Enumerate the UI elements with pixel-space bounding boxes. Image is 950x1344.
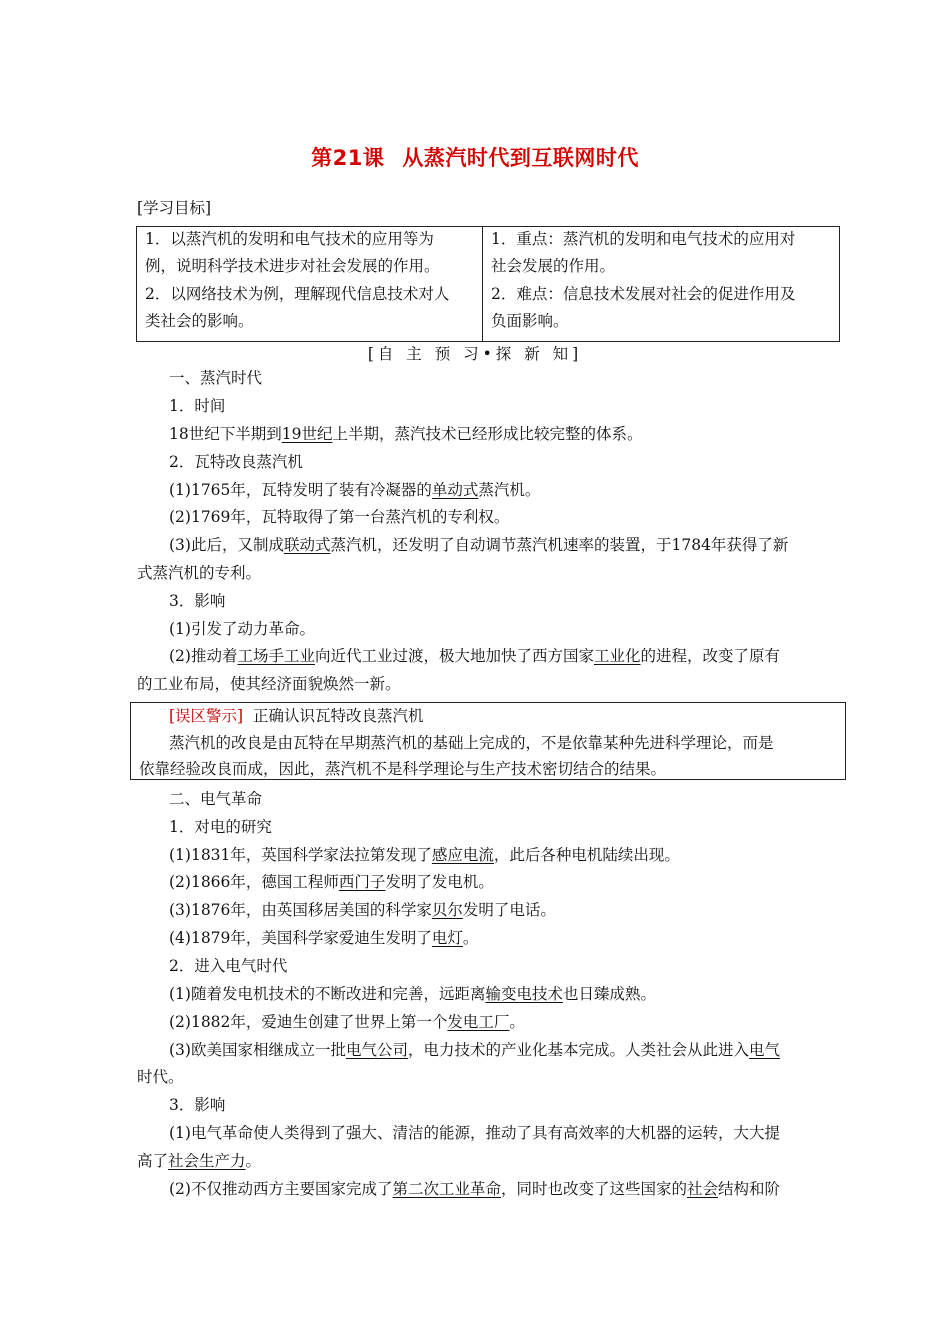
text-line: (1)1831年，英国科学家法拉第发现了感应电流，此后各种电机陆续出现。 xyxy=(169,846,680,864)
answer-blank: 电气 xyxy=(749,1041,781,1059)
text-line: (2)1769年，瓦特取得了第一台蒸汽机的专利权。 xyxy=(169,508,510,526)
text-line: (2)不仅推动西方主要国家完成了第二次工业革命，同时也改变了这些国家的社会结构和阶 xyxy=(169,1180,781,1198)
answer-blank: 输变电技术 xyxy=(485,985,563,1003)
sub-heading: 1．对电的研究 xyxy=(169,818,272,836)
answer-blank: 电灯 xyxy=(431,929,463,947)
goal-line: 类社会的影响。 xyxy=(145,312,254,330)
learning-goals-table xyxy=(136,226,840,342)
misconception-warning-box xyxy=(130,702,846,780)
goal-line: 2．难点：信息技术发展对社会的促进作用及 xyxy=(491,285,796,303)
goal-line: 社会发展的作用。 xyxy=(491,257,616,275)
sub-heading: 2．瓦特改良蒸汽机 xyxy=(169,453,303,471)
section-heading: 二、电气革命 xyxy=(169,790,263,808)
answer-blank: 感应电流 xyxy=(431,846,494,864)
goal-line: 负面影响。 xyxy=(491,312,569,330)
text-line: (1)随着发电机技术的不断改进和完善，远距离输变电技术也日臻成熟。 xyxy=(169,985,656,1003)
goal-line: 1．重点：蒸汽机的发明和电气技术的应用对 xyxy=(491,230,796,248)
text-line: (2)1866年，德国工程师西门子发明了发电机。 xyxy=(169,873,494,891)
lesson-number: 第21课 xyxy=(311,146,385,170)
text-line: (3)欧美国家相继成立一批电气公司，电力技术的产业化基本完成。人类社会从此进入电气 xyxy=(169,1041,781,1059)
section-banner: [自 主 预 习•探 新 知] xyxy=(367,345,583,363)
text-line: (1)引发了动力革命。 xyxy=(169,620,315,638)
warning-title: [误区警示] 正确认识瓦特改良蒸汽机 xyxy=(169,707,424,725)
goal-line: 1．以蒸汽机的发明和电气技术的应用等为 xyxy=(145,230,434,248)
text-line: 时代。 xyxy=(137,1068,184,1086)
goals-left-cell xyxy=(137,227,483,341)
text-line: (2)推动着工场手工业向近代工业过渡，极大地加快了西方国家工业化的进程，改变了原有 xyxy=(169,647,781,665)
goal-line: 例，说明科学技术进步对社会发展的作用。 xyxy=(145,257,440,275)
warning-tag: [误区警示] xyxy=(169,707,244,725)
text-line: (4)1879年，美国科学家爱迪生发明了电灯。 xyxy=(169,929,479,947)
answer-blank: 社会生产力 xyxy=(168,1152,246,1170)
section-heading: 一、蒸汽时代 xyxy=(169,369,263,387)
text-line: (1)电气革命使人类得到了强大、清洁的能源，推动了具有高效率的大机器的运转，大大提 xyxy=(169,1124,780,1142)
text-line: (3)此后，又制成联动式蒸汽机，还发明了自动调节蒸汽机速率的装置，于1784年获得了新 xyxy=(169,536,789,554)
answer-blank: 电气公司 xyxy=(345,1041,408,1059)
warning-text: 依靠经验改良而成，因此，蒸汽机不是科学理论与生产技术密切结合的结果。 xyxy=(139,760,667,778)
answer-blank: 第二次工业革命 xyxy=(392,1180,501,1198)
answer-blank: 工场手工业 xyxy=(237,647,315,665)
answer-blank: 工业化 xyxy=(594,647,641,665)
answer-blank: 联动式 xyxy=(283,536,331,554)
text-line: 高了社会生产力。 xyxy=(137,1152,262,1170)
text-line: 的工业布局，使其经济面貌焕然一新。 xyxy=(137,675,401,693)
text-line: (3)1876年，由英国移居美国的科学家贝尔发明了电话。 xyxy=(169,901,556,919)
sub-heading: 2．进入电气时代 xyxy=(169,957,288,975)
lesson-name: 从蒸汽时代到互联网时代 xyxy=(402,146,639,170)
text-line: 18世纪下半期到19世纪上半期，蒸汽技术已经形成比较完整的体系。 xyxy=(169,425,643,443)
lesson-title xyxy=(0,142,950,172)
answer-blank: 19世纪 xyxy=(281,425,333,443)
sub-heading: 1．时间 xyxy=(169,397,226,415)
text-line: (2)1882年，爱迪生创建了世界上第一个发电工厂。 xyxy=(169,1013,525,1031)
answer-blank: 单动式 xyxy=(431,481,479,499)
sub-heading: 3．影响 xyxy=(169,592,226,610)
sub-heading: 3．影响 xyxy=(169,1096,226,1114)
answer-blank: 西门子 xyxy=(338,873,386,891)
goals-label: [学习目标] xyxy=(137,199,212,217)
text-line: 式蒸汽机的专利。 xyxy=(137,564,262,582)
goal-line: 2．以网络技术为例，理解现代信息技术对人 xyxy=(145,285,450,303)
warning-text: 蒸汽机的改良是由瓦特在早期蒸汽机的基础上完成的，不是依靠某种先进科学理论，而是 xyxy=(169,734,774,752)
answer-blank: 发电工厂 xyxy=(447,1013,510,1031)
answer-blank: 社会 xyxy=(687,1180,719,1198)
text-line: (1)1765年，瓦特发明了装有冷凝器的单动式蒸汽机。 xyxy=(169,481,541,499)
answer-blank: 贝尔 xyxy=(431,901,463,919)
goals-right-cell xyxy=(483,227,839,341)
